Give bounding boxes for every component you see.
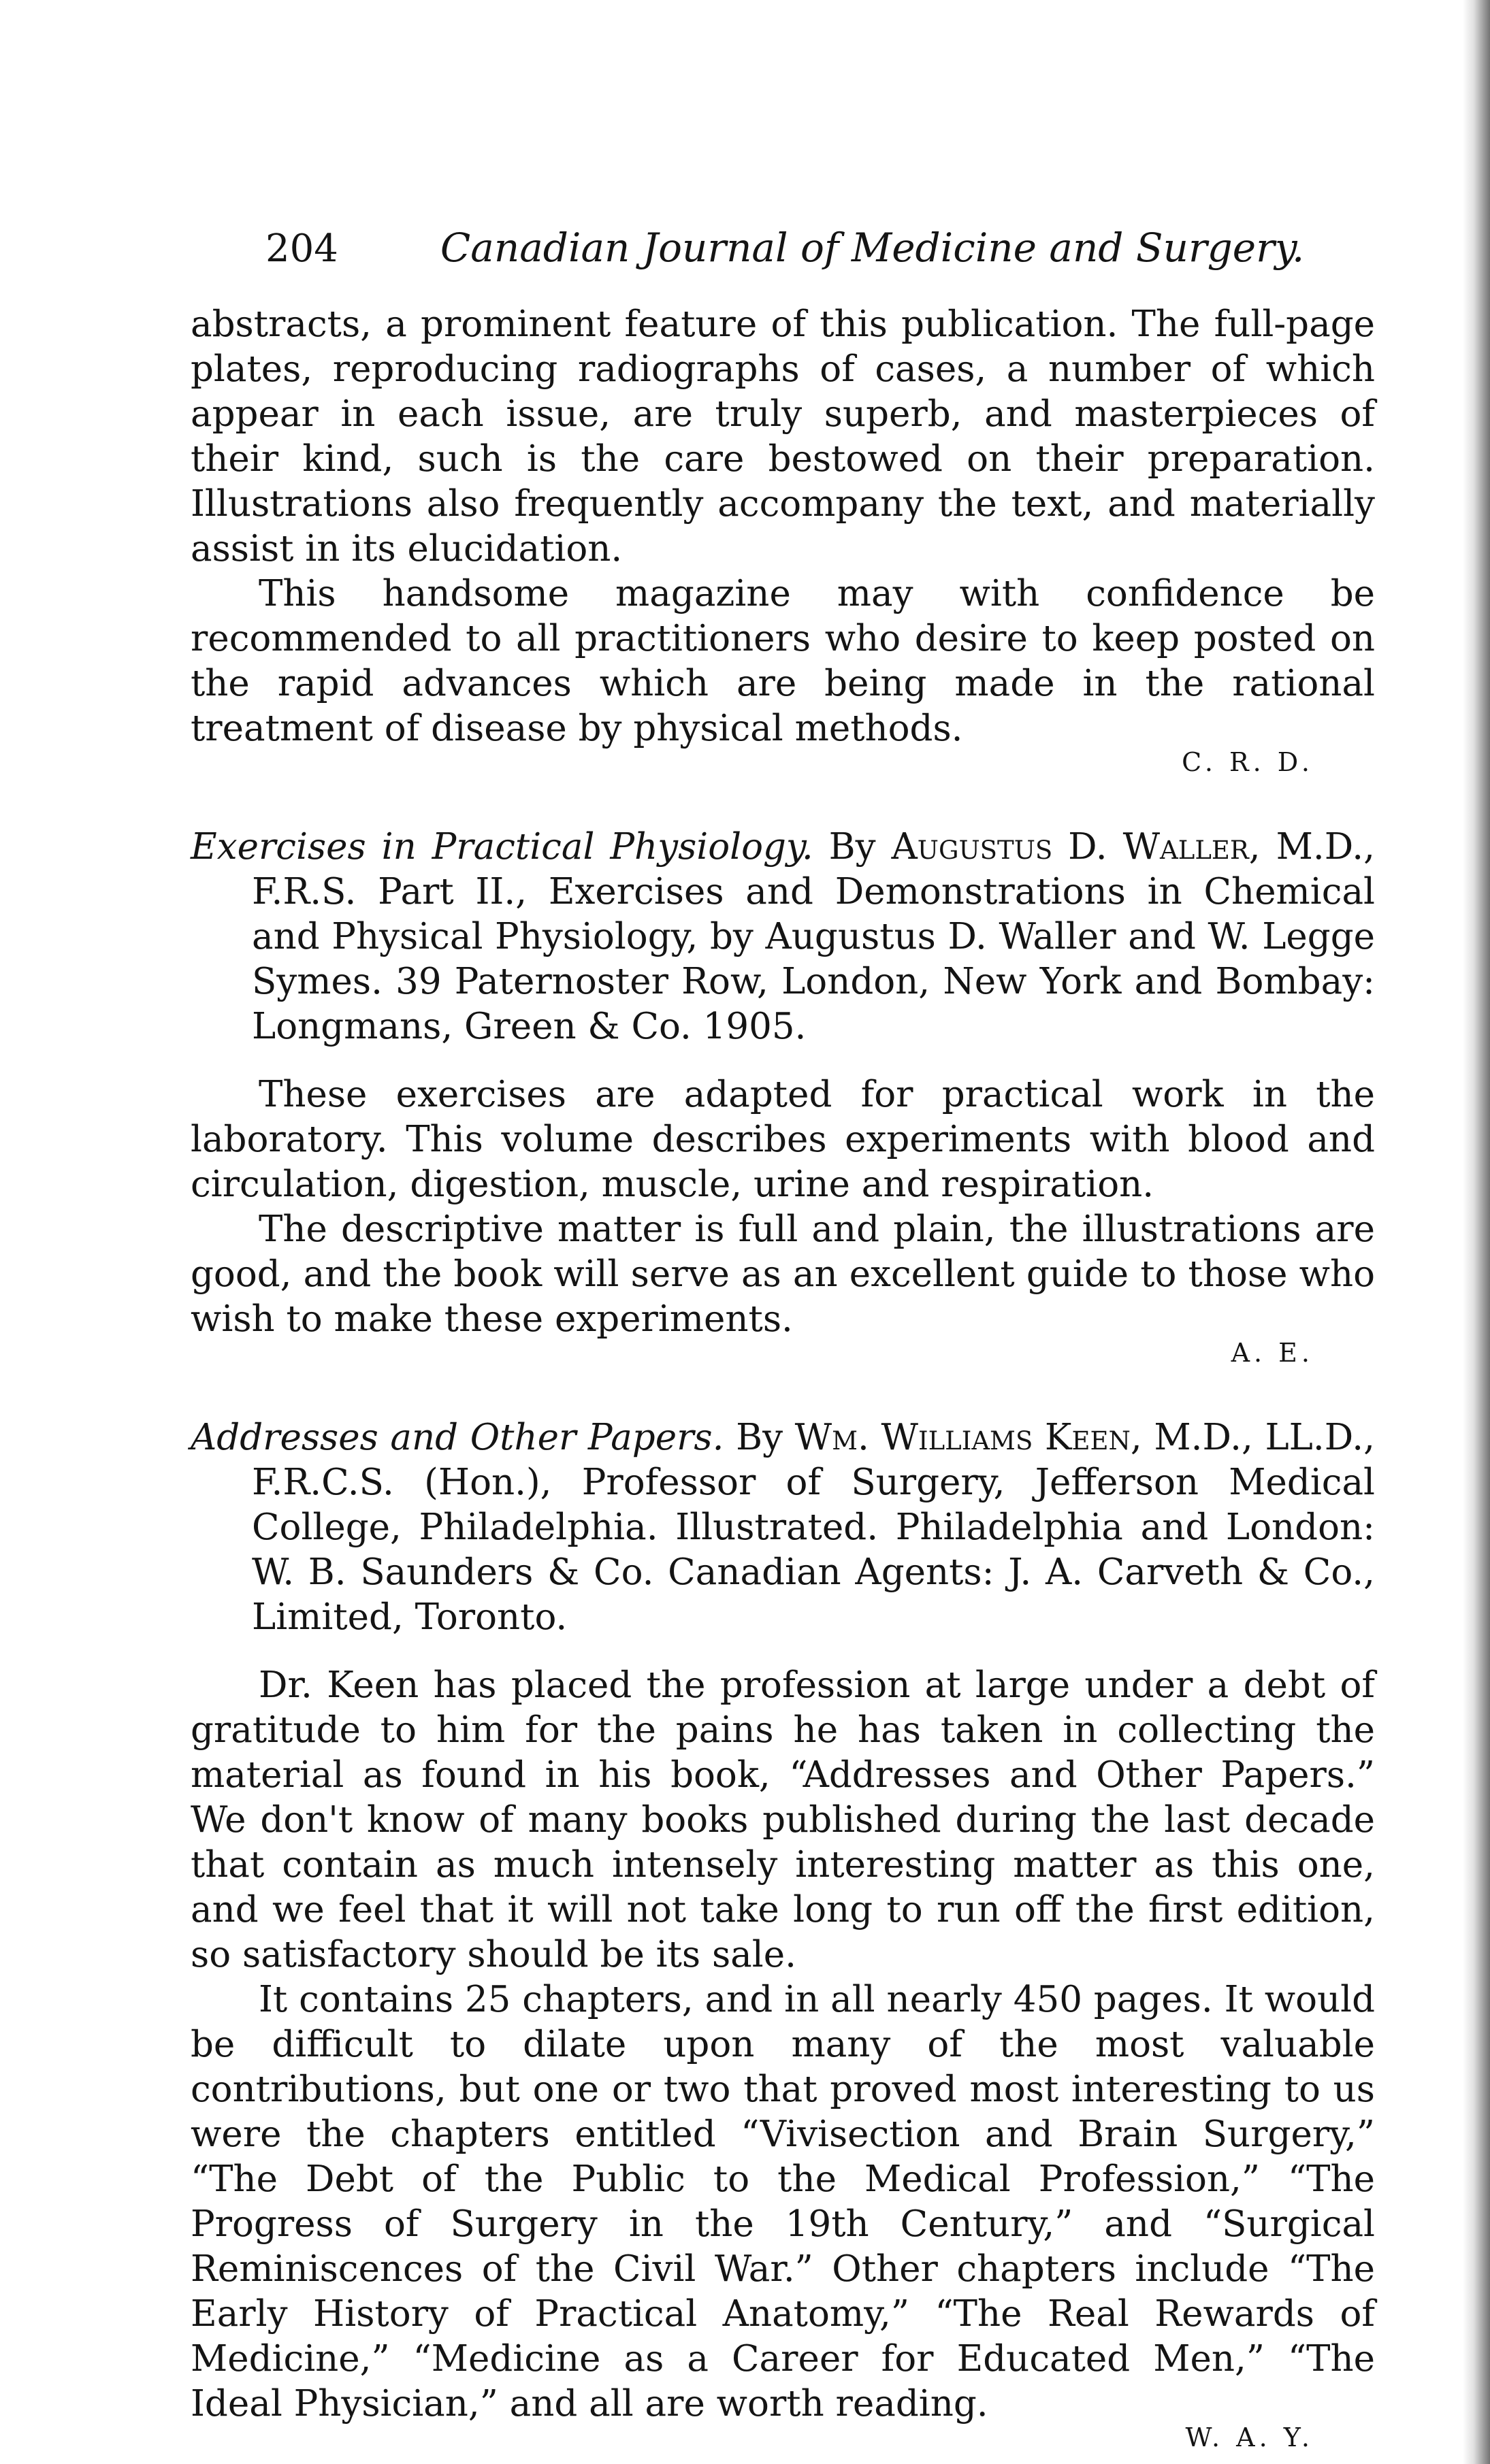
citation-details: M.D., LL.D., F.R.C.S. (Hon.), Professor of Surgery, Jefferson Medical College, Philadelphia. Illustrated. Philadelphia and London: W. B. Saunders & Co. Canadian Agents: J. A. Carveth & Co., Limited, Toronto. (252, 1417, 1375, 1638)
by-label: By (736, 1417, 783, 1458)
book-title: Addresses and Other Papers. (191, 1417, 724, 1458)
reviewer-signature: W. A. Y. (1185, 2422, 1314, 2452)
reviewer-signature: C. R. D. (1182, 747, 1314, 777)
by-label: By (828, 826, 876, 868)
review-paragraph: abstracts, a prominent feature of this publication. The full-page plates, reproducing radiographs of cases, a number of which appear in each issue, are truly superb, and masterpieces of their kind, such is the care bestowed on their preparation. Illustrations also frequently accompany the text, and materially assist in its elucidation. (191, 303, 1375, 570)
page-header (265, 225, 1375, 271)
citation-details: M.D., F.R.S. Part II., Exercises and Demonstrations in Chemical and Physical Physiology, by Augustus D. Waller and W. Legge Symes. 39 Paternoster Row, London, New York and Bombay: Longmans, Green & Co. 1905. (252, 826, 1375, 1047)
review-paragraph: These exercises are adapted for practical work in the laboratory. This volume describes experiments with blood and circulation, digestion, muscle, urine and respiration. (191, 1074, 1375, 1205)
running-title: Canadian Journal of Medicine and Surgery. (440, 225, 1305, 271)
book-author: Augustus D. Waller, (891, 826, 1261, 868)
review-paragraph: The descriptive matter is full and plain, the illustrations are good, and the book will serve as an excellent guide to those who wish to make these experiments. (191, 1209, 1375, 1340)
book-review-waller (191, 825, 1375, 1368)
book-review-keen (191, 1415, 1375, 2452)
review-paragraph: This handsome magazine may with confidence be recommended to all practitioners who desire to keep posted on the rapid advances which are being made in the rational treatment of disease by physical methods. (191, 573, 1375, 749)
book-author: Wm. Williams Keen, (794, 1417, 1142, 1458)
section-gap (191, 777, 1375, 825)
book-title: Exercises in Practical Physiology. (191, 826, 813, 868)
review-paragraph: Dr. Keen has placed the profession at large under a debt of gratitude to him for the pains he has taken in collecting the material as found in his book, “Addresses and Other Papers.” We don't know of many books published during the last decade that contain as much intensely interesting matter as this one, and we feel that it will not take long to run off the first edition, so satisfactory should be its sale. (191, 1664, 1375, 1975)
journal-page (191, 225, 1375, 2452)
reviewer-signature: A. E. (1231, 1338, 1314, 1368)
section-gap (191, 1368, 1375, 1415)
page-edge-shadow (1463, 0, 1490, 2464)
review-paragraph: It contains 25 chapters, and in all nearly 450 pages. It would be difficult to dilate upon many of the most valuable contributions, but one or two that proved most interesting to us were the chapters entitled “Vivisection and Brain Surgery,” “The Debt of the Public to the Medical Profession,” “The Progress of Surgery in the 19th Century,” and “Surgical Reminiscences of the Civil War.” Other chapters include “The Early History of Practical Anatomy,” “The Real Rewards of Medicine,” “Medicine as a Career for Educated Men,” “The Ideal Physician,” and all are worth reading. (191, 1979, 1375, 2425)
page-number: 204 (265, 227, 338, 271)
book-citation (191, 1415, 1375, 1640)
review-continuation (191, 302, 1375, 777)
book-citation (191, 825, 1375, 1049)
